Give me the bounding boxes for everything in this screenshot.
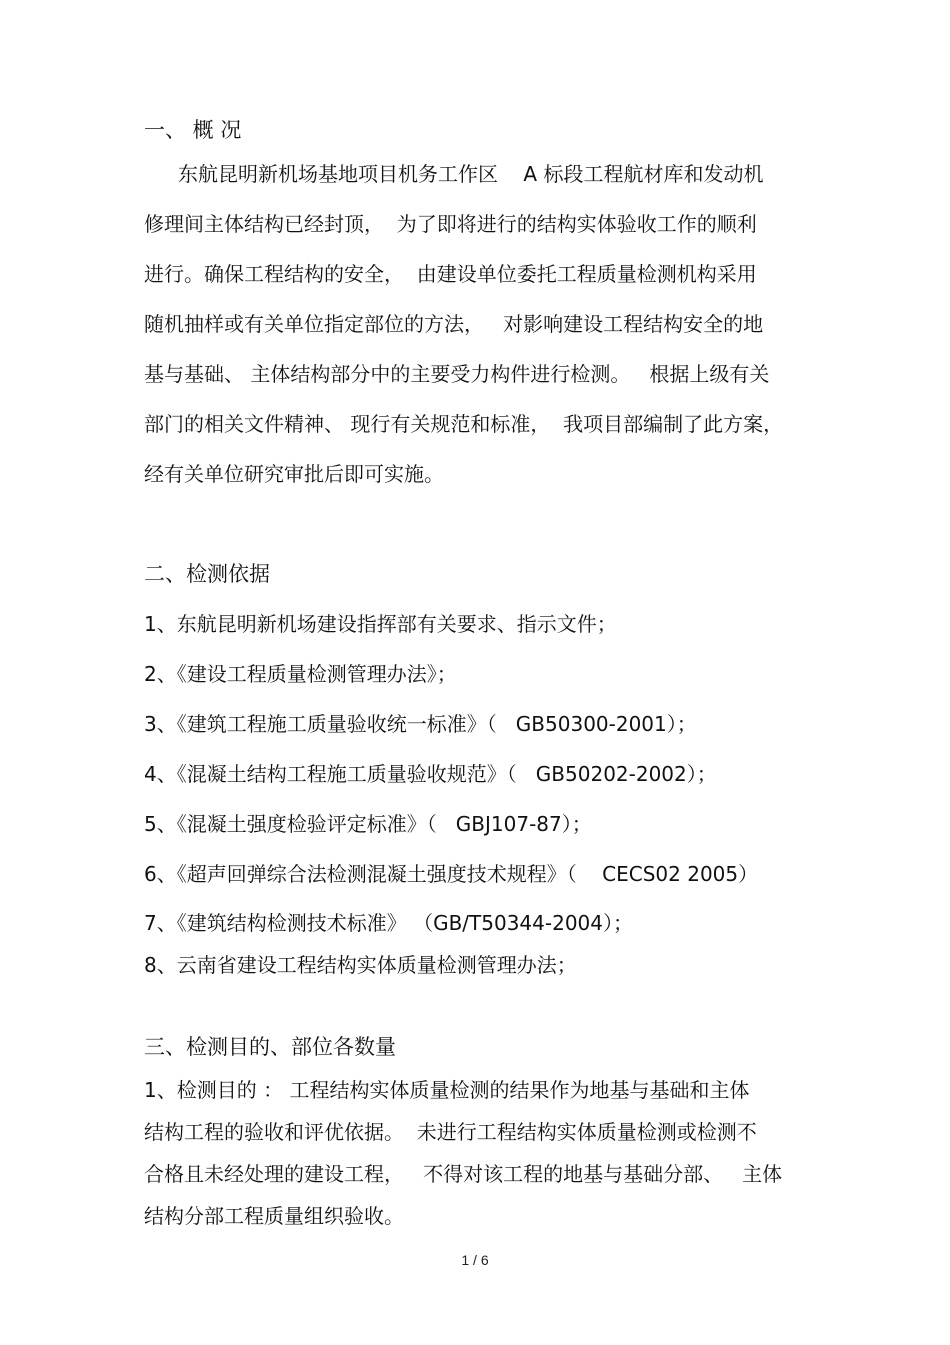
- paragraph-line: 经有关单位研究审批后即可实施。: [144, 462, 444, 486]
- section-heading-purpose: 三、检测目的、部位各数量: [144, 1035, 396, 1059]
- paragraph-line: 修理间主体结构已经封顶， 为了即将进行的结构实体验收工作的顺利: [144, 212, 757, 236]
- page-number: 1 / 6: [461, 1252, 489, 1268]
- paragraph-line: 进行。确保工程结构的安全， 由建设单位委托工程质量检测机构采用: [144, 262, 757, 286]
- list-item: 3、《建筑工程施工质量验收统一标准》（ GB50300-2001）；: [144, 712, 697, 736]
- section-heading-overview: 一、 概 况: [144, 118, 242, 142]
- paragraph-line: 结构工程的验收和评优依据。 未进行工程结构实体质量检测或检测不: [144, 1120, 757, 1144]
- paragraph-line: 1、检测目的 ： 工程结构实体质量检测的结果作为地基与基础和主体: [144, 1078, 750, 1102]
- paragraph-line: 部门的相关文件精神、 现行有关规范和标准， 我项目部编制了此方案，: [144, 412, 784, 436]
- list-item: 1、东航昆明新机场建设指挥部有关要求、指示文件；: [144, 612, 617, 636]
- paragraph-line: 随机抽样或有关单位指定部位的方法， 对影响建设工程结构安全的地: [144, 312, 764, 336]
- section-heading-basis: 二、检测依据: [144, 562, 270, 586]
- list-item: 4、《混凝土结构工程施工质量验收规范》（ GB50202-2002）；: [144, 762, 717, 786]
- paragraph-line: 基与基础、 主体结构部分中的主要受力构件进行检测。 根据上级有关: [144, 362, 770, 386]
- list-item: 8、云南省建设工程结构实体质量检测管理办法；: [144, 953, 577, 977]
- list-item: 6、《超声回弹综合法检测混凝土强度技术规程》（ CECS02 2005）: [144, 862, 759, 886]
- paragraph-line: 结构分部工程质量组织验收。: [144, 1204, 404, 1228]
- paragraph-line: 合格且未经处理的建设工程， 不得对该工程的地基与基础分部、 主体: [144, 1162, 783, 1186]
- paragraph-line: 东航昆明新机场基地项目机务工作区 A 标段工程航材库和发动机: [178, 162, 764, 186]
- list-item: 2、《建设工程质量检测管理办法》；: [144, 662, 457, 686]
- list-item: 7、《建筑结构检测技术标准》 （GB/T50344-2004）；: [144, 911, 633, 935]
- list-item: 5、《混凝土强度检验评定标准》（ GBJ107-87）；: [144, 812, 592, 836]
